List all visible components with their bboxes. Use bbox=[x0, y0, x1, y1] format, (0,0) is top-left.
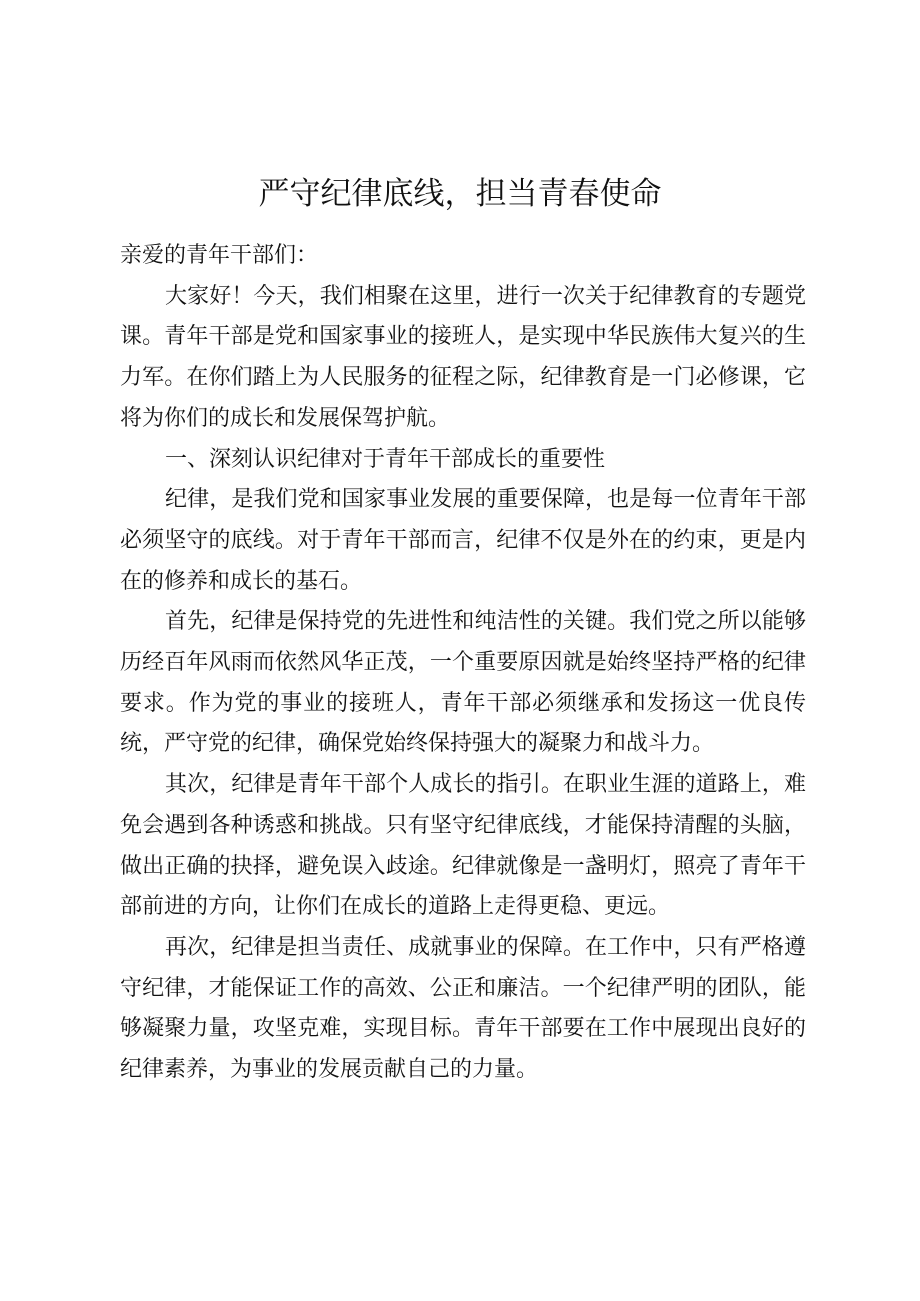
body-paragraph: 其次，纪律是青年干部个人成长的指引。在职业生涯的道路上，难免会遇到各种诱惑和挑战。只有坚守纪律底线，才能保持清醒的头脑，做出正确的抉择，避免误入歧途。纪律就像是一盏明灯，照亮了青年干部前进的方向，让你们在成长的道路上走得更稳、更远。 bbox=[120, 772, 806, 920]
body-paragraph: 首先，纪律是保持党的先进性和纯洁性的关键。我们党之所以能够历经百年风雨而依然风华正茂，一个重要原因就是始终坚持严格的纪律要求。作为党的事业的接班人，青年干部必须继承和发扬这一优良传统，严守党的纪律，确保党始终保持强大的凝聚力和战斗力。 bbox=[120, 609, 806, 757]
document-title: 严守纪律底线，担当青春使命 bbox=[258, 176, 662, 212]
intro-paragraph: 大家好！今天，我们相聚在这里，进行一次关于纪律教育的专题党课。青年干部是党和国家事业的接班人，是实现中华民族伟大复兴的生力军。在你们踏上为人民服务的征程之际，纪律教育是一门必修课，它将为你们的成长和发展保驾护航。 bbox=[120, 283, 806, 431]
body-paragraph: 纪律，是我们党和国家事业发展的重要保障，也是每一位青年干部必须坚守的底线。对于青年干部而言，纪律不仅是外在的约束，更是内在的修养和成长的基石。 bbox=[120, 487, 806, 594]
section-heading: 一、深刻认识纪律对于青年干部成长的重要性 bbox=[165, 446, 606, 472]
document-body bbox=[120, 236, 806, 1091]
body-paragraph: 再次，纪律是担当责任、成就事业的保障。在工作中，只有严格遵守纪律，才能保证工作的高效、公正和廉洁。一个纪律严明的团队，能够凝聚力量，攻坚克难，实现目标。青年干部要在工作中展现出良好的纪律素养，为事业的发展贡献自己的力量。 bbox=[120, 934, 806, 1083]
salutation: 亲爱的青年干部们： bbox=[120, 243, 319, 268]
